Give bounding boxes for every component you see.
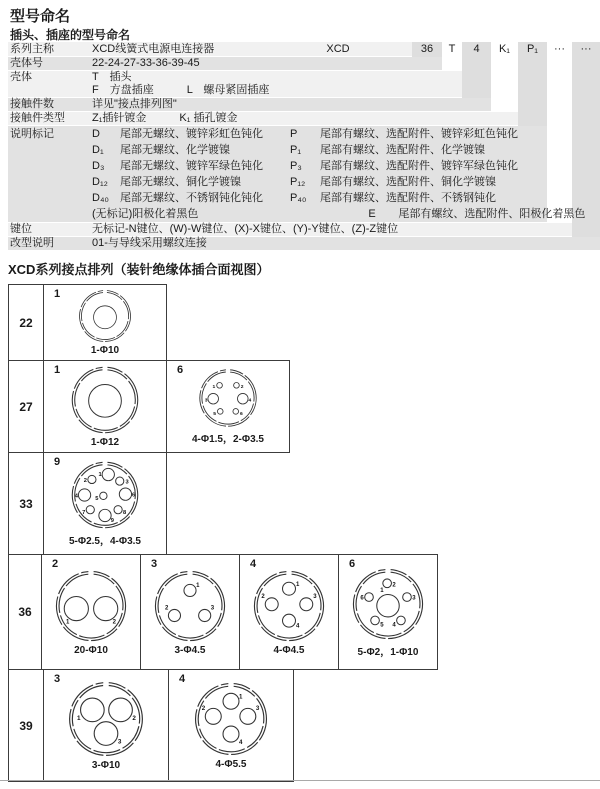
naming-row-label: 壳体	[10, 71, 32, 83]
svg-text:2: 2	[201, 705, 206, 713]
contact-count: 9	[54, 456, 61, 468]
svg-text:1: 1	[295, 581, 300, 588]
designation-code: K₁	[498, 43, 511, 55]
pin-diagram-cell	[43, 285, 166, 360]
pin-diagram-cell	[338, 555, 437, 669]
designation-code: 36	[420, 43, 434, 55]
contact-count: 6	[177, 364, 184, 376]
pin-diagram-cell	[168, 670, 293, 781]
pin-diagram-cell	[239, 555, 338, 669]
designation-code: ···	[580, 43, 592, 55]
svg-text:3: 3	[210, 604, 215, 611]
pin-row	[8, 669, 294, 782]
pin-diagram-cell	[43, 453, 166, 554]
naming-row	[8, 112, 518, 125]
designation-code: ···	[554, 43, 565, 55]
svg-text:2: 2	[83, 477, 87, 484]
svg-text:5: 5	[213, 411, 216, 417]
svg-text:3: 3	[117, 738, 122, 746]
naming-row-content: 无标记-N键位、(W)-W键位、(X)-X键位、(Y)-Y键位、(Z)-Z键位	[92, 223, 399, 235]
naming-row-content: 01-与导线采用螺纹连接	[92, 237, 207, 249]
designation-code: P₁	[526, 43, 539, 55]
svg-text:1: 1	[196, 582, 200, 589]
pin-diagram-cell	[43, 670, 168, 781]
pin-diagram-cell	[43, 361, 166, 452]
svg-text:2: 2	[112, 618, 116, 625]
connector-face-diagram	[77, 288, 133, 344]
pin-row	[8, 554, 438, 670]
naming-row	[8, 71, 462, 97]
svg-text:5: 5	[380, 621, 384, 628]
naming-row-label: 键位	[10, 223, 32, 235]
page-subtitle: 插头、插座的型号命名	[10, 28, 131, 42]
shell-size-label: 27	[19, 399, 33, 414]
naming-table	[8, 42, 600, 250]
connector-face-diagram	[69, 459, 141, 531]
svg-text:6: 6	[360, 595, 364, 602]
naming-row	[8, 237, 600, 250]
svg-text:3: 3	[313, 593, 317, 600]
svg-text:2: 2	[261, 593, 265, 600]
naming-row	[8, 223, 572, 236]
naming-row-content: T 插头 F 方盘插座 L 螺母紧固插座	[92, 71, 270, 96]
naming-row-label: 说明标记	[10, 128, 54, 140]
naming-row-content: D 尾部无螺纹、镀锌彩虹色钝化 P 尾部有螺纹、选配附件、镀锌彩虹色钝化 D₁ 尾部无螺纹、化学镀镍 P₁ 尾部有螺纹、选配附件、化学镀镍 D₃ 尾部无螺纹、镀锌军绿色钝化 P₃ 尾部有螺纹、选配附件、镀锌军绿色钝化 D₁₂ 尾部无螺纹、铜化学镀镍 P₁₂ 尾部有螺纹、选配附件、铜化学镀镍 D₄₀ 尾部无螺纹、不锈钢钝化钝化 P₄₀ 尾部有螺纹、选配附件、不锈钢钝化 (无标记)阳极化着黑色 E 尾部有螺纹、选配附件、阳极化着黑色	[92, 128, 586, 220]
naming-row	[8, 126, 586, 222]
svg-text:2: 2	[132, 714, 136, 722]
svg-text:3: 3	[255, 705, 260, 713]
svg-text:7: 7	[82, 509, 86, 516]
hole-spec-caption: 4-Φ5.5	[215, 759, 247, 770]
svg-text:1: 1	[239, 693, 243, 701]
naming-row	[8, 57, 442, 70]
connector-face-diagram	[66, 679, 146, 759]
pin-table	[8, 284, 438, 782]
pin-diagram-cell	[140, 555, 239, 669]
connector-face-diagram	[350, 566, 426, 642]
svg-text:3: 3	[125, 479, 129, 486]
svg-text:2: 2	[240, 385, 244, 391]
pin-row	[8, 360, 290, 453]
svg-text:3: 3	[412, 595, 416, 602]
pin-row	[8, 452, 167, 555]
svg-text:2: 2	[392, 582, 396, 589]
naming-row-content: 详见"接点排列图"	[92, 98, 177, 110]
hole-spec-caption: 3-Φ10	[91, 760, 121, 771]
svg-text:8: 8	[123, 509, 127, 516]
svg-text:1: 1	[66, 618, 70, 625]
hole-spec-caption: 5-Φ2.5，4-Φ3.5	[68, 536, 141, 547]
connector-face-diagram	[197, 367, 259, 429]
naming-row-content: XCD线簧式电源电连接器	[92, 43, 215, 55]
svg-text:3: 3	[204, 398, 208, 404]
svg-text:5: 5	[95, 495, 99, 502]
bottom-rule	[0, 780, 600, 781]
naming-row-content: Z₁插针镀金 K₁ 插孔镀金	[92, 112, 238, 124]
svg-text:4: 4	[74, 493, 78, 500]
svg-text:4: 4	[248, 398, 252, 404]
page-title: 型号命名	[10, 8, 71, 25]
connector-face-diagram	[152, 568, 228, 644]
svg-text:6: 6	[240, 411, 243, 417]
designation-code: 4	[473, 43, 480, 55]
naming-row-label: 改型说明	[10, 237, 54, 249]
naming-row-label: 壳体号	[10, 57, 43, 69]
pin-row	[8, 284, 167, 361]
naming-row-content: 22-24-27-33-36-39-45	[92, 57, 200, 69]
hole-spec-caption: 1-Φ10	[90, 345, 120, 356]
svg-text:1: 1	[76, 714, 81, 722]
naming-row-label: 接触件类型	[10, 112, 65, 124]
svg-text:6: 6	[132, 492, 136, 499]
shell-size-label: 22	[19, 315, 33, 330]
hole-spec-caption: 20-Φ10	[74, 644, 108, 656]
svg-text:1: 1	[212, 385, 216, 391]
pin-diagram-cell	[41, 555, 140, 669]
svg-text:9: 9	[110, 518, 114, 524]
designation-code: T	[448, 43, 456, 55]
hole-spec-caption: 4-Φ4.5	[273, 644, 305, 656]
shell-size-label: 36	[18, 605, 32, 619]
pin-section-title: XCD系列接点排列（装针绝缘体插合面视图）	[8, 262, 270, 277]
contact-count: 4	[179, 673, 186, 685]
shell-size-label: 39	[19, 718, 33, 733]
svg-text:1: 1	[380, 587, 384, 594]
svg-text:4: 4	[239, 738, 243, 746]
shell-size-label: 33	[19, 496, 33, 511]
svg-text:1: 1	[98, 472, 102, 479]
svg-text:2: 2	[165, 604, 169, 611]
hole-spec-caption: 4-Φ1.5，2-Φ3.5	[191, 434, 264, 445]
connector-face-diagram	[192, 680, 270, 758]
designation-code: XCD	[326, 43, 350, 55]
contact-count: 6	[349, 558, 356, 570]
hole-spec-caption: 1-Φ12	[90, 437, 120, 448]
connector-face-diagram	[69, 364, 141, 436]
naming-row-label: 接触件数	[10, 98, 54, 110]
connector-face-diagram	[251, 568, 327, 644]
hole-spec-caption: 3-Φ4.5	[174, 644, 206, 656]
hole-spec-caption: 5-Φ2，1-Φ10	[357, 646, 419, 658]
pin-diagram-cell	[166, 361, 289, 452]
contact-count: 2	[52, 558, 59, 570]
contact-count: 1	[54, 364, 61, 376]
svg-text:4: 4	[295, 623, 300, 630]
naming-row-label: 系列主称	[10, 43, 54, 55]
connector-face-diagram	[53, 568, 129, 644]
contact-count: 3	[151, 558, 158, 570]
naming-row	[8, 98, 491, 111]
contact-count: 1	[54, 288, 61, 300]
svg-text:4: 4	[392, 621, 396, 628]
contact-count: 3	[54, 673, 61, 685]
contact-count: 4	[250, 558, 257, 570]
